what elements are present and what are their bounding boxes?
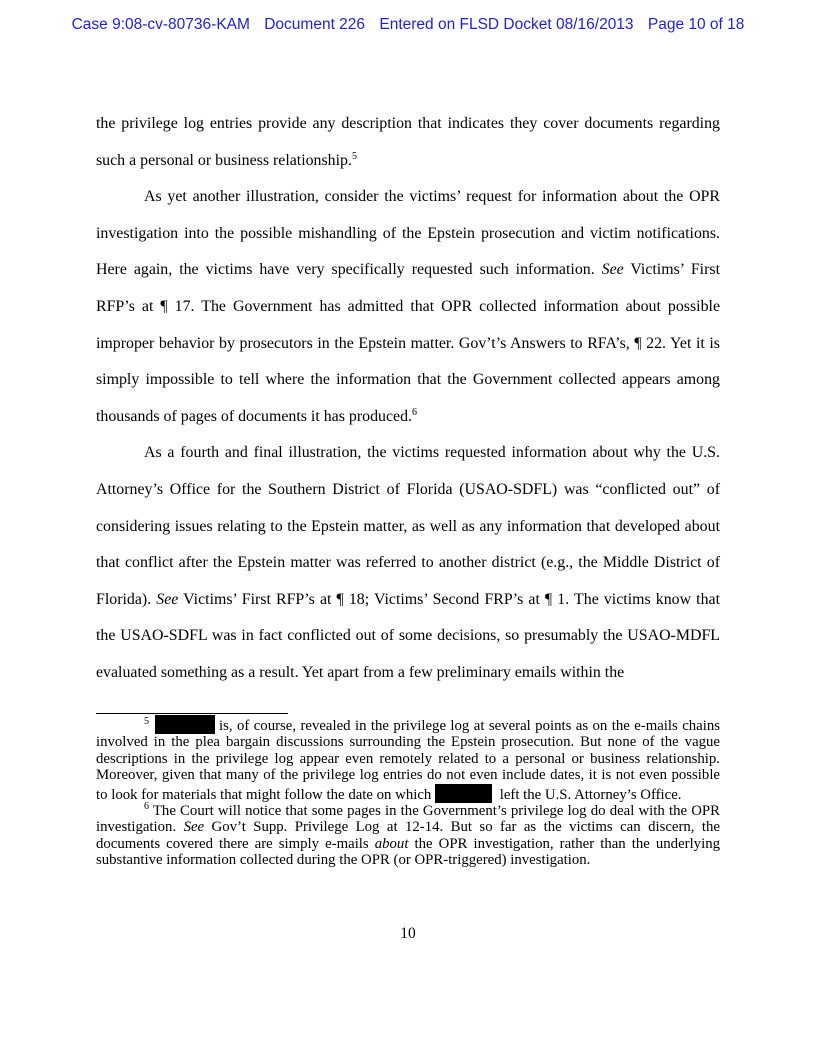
redaction-block xyxy=(155,715,215,734)
paragraph-3-text-b: Victims’ First RFP’s at ¶ 18; Victims’ Second FRP’s at ¶ 1. The victims know that the USAO-SDFL was in fact conflicted out of some decisions, so presumably the USAO-MDFL evaluated something as a result. Yet apart from a few preliminary emails within the xyxy=(96,590,721,681)
see-signal: See xyxy=(156,590,179,608)
paragraph-1 xyxy=(96,106,720,179)
entered-date: Entered on FLSD Docket 08/16/2013 xyxy=(379,16,634,33)
footnote-6 xyxy=(96,803,720,869)
footnote-5-number: 5 xyxy=(144,716,149,727)
footnote-ref-5: 5 xyxy=(351,150,357,162)
paragraph-2 xyxy=(96,179,720,435)
document-number: Document 226 xyxy=(264,16,366,33)
page-of-pages: Page 10 of 18 xyxy=(647,16,745,33)
see-signal: See xyxy=(183,819,205,836)
docket-header xyxy=(0,16,816,34)
paragraph-3 xyxy=(96,435,720,691)
emphasis-about: about xyxy=(374,835,409,852)
footnote-6-text-b: Gov’t Supp. Privilege Log at 12-14. But so far as the victims can discern, the documents covered there are simply e-mails xyxy=(96,819,720,852)
paragraph-2-text-b: Victims’ First RFP’s at ¶ 17. The Government has admitted that OPR collected information about possible improper behavior by prosecutors in the Epstein matter. Gov’t’s Answers to RFA’s, ¶ 22. Yet it is simply impossible to tell where the information that the Government collected appears among thousands of pages of documents it has produced. xyxy=(96,261,720,425)
redaction-block xyxy=(435,784,492,803)
paragraph-1-text: the privilege log entries provide any description that indicates they cover documents regarding such a personal or business relationship. xyxy=(96,115,720,169)
page-number: 10 xyxy=(400,925,416,942)
paragraph-3-text-a: As a fourth and final illustration, the victims requested information about why the U.S. Attorney’s Office for the Southern District of Florida (USAO-SDFL) was “conflicted out” of considering issues relating to the Epstein matter, as well as any information that developed about that conflict after the Epstein matter was referred to another district (e.g., the Middle District of Florida). xyxy=(96,444,720,608)
footnote-6-number: 6 xyxy=(144,801,149,813)
footnote-6-text-c: the OPR investigation, rather than the underlying substantive information collected during the OPR (or OPR-triggered) investigation. xyxy=(96,835,720,869)
footnote-ref-6: 6 xyxy=(411,406,417,418)
footnotes xyxy=(96,715,720,869)
footnote-5-text-b: left the U.S. Attorney’s Office. xyxy=(496,786,682,803)
body-text xyxy=(96,106,720,692)
see-signal: See xyxy=(601,261,624,279)
paragraph-2-text-a: As yet another illustration, consider the victims’ request for information about the OPR investigation into the possible mishandling of the Epstein prosecution and victim notifications. Here again, the victims have very specifically requested such information. xyxy=(96,188,720,279)
footnote-5-text-a: is, of course, revealed in the privilege log at several points as on the e-mails chains involved in the plea bargain discussions surrounding the Epstein prosecution. But none of the vague descriptions in the privilege log appear even remotely related to a personal or business relationship. Moreover, given that many of the privilege log entries do not even include dates, it is not even possible to look for materials that might follow the date on which xyxy=(96,718,720,803)
footnote-6-text-a: The Court will notice that some pages in the Government’s privilege log do deal with the OPR investigation. xyxy=(96,803,720,836)
footnote-separator xyxy=(96,713,288,714)
case-number: Case 9:08-cv-80736-KAM xyxy=(71,16,250,33)
footnote-5 xyxy=(96,715,720,803)
